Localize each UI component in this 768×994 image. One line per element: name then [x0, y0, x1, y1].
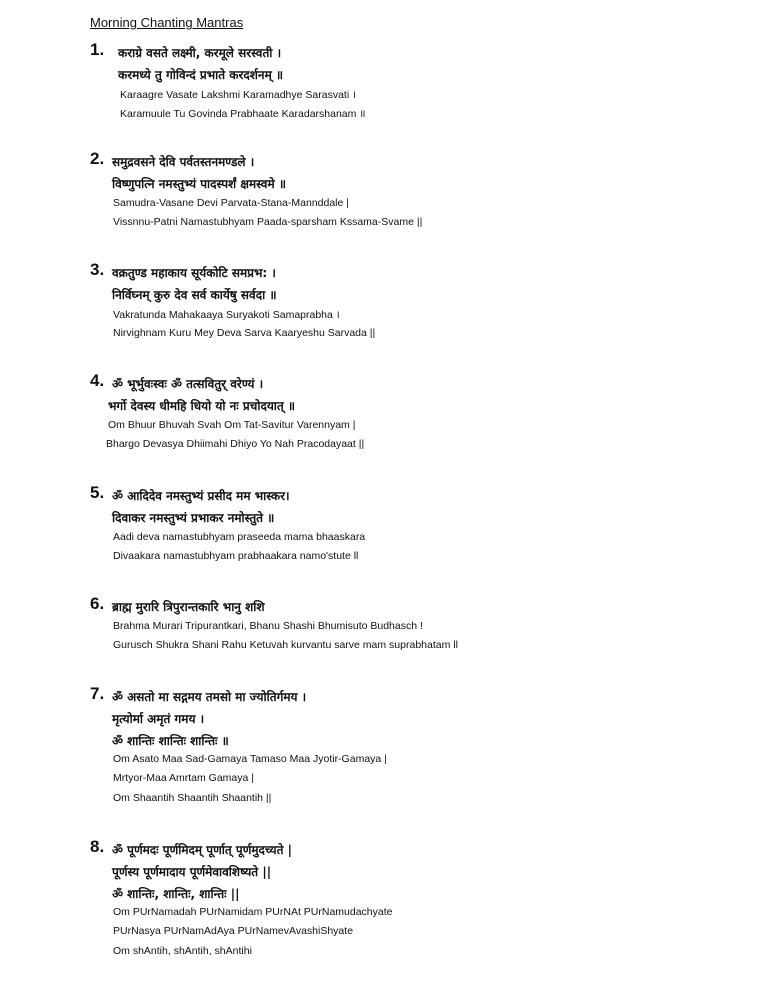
- sanskrit-line: ब्राह्म मुरारि त्रिपुरान्तकारि भानु शशि: [112, 600, 265, 614]
- transliteration-line: Vissnnu-Patni Namastubhyam Paada-sparsham Kssama-Svame ||: [113, 216, 423, 228]
- transliteration-line: Nirvighnam Kuru Mey Deva Sarva Kaaryeshu Sarvada ||: [113, 327, 376, 339]
- transliteration-line: PUrNasya PUrNamAdAya PUrNamevAvashiShyate: [113, 925, 354, 937]
- mantra-number: 8.: [90, 837, 105, 856]
- sanskrit-line: ॐ भूर्भुवःस्वः ॐ तत्सवितुर् वरेण्यं ।: [112, 377, 264, 391]
- sanskrit-line: पूर्णस्य पूर्णमादाय पूर्णमेवावशिष्यते ||: [112, 865, 272, 879]
- page-title: Morning Chanting Mantras: [90, 15, 244, 30]
- transliteration-line: Om Bhuur Bhuvah Svah Om Tat-Savitur Varennyam |: [108, 419, 356, 431]
- transliteration-line: Bhargo Devasya Dhiimahi Dhiyo Yo Nah Pracodayaat ||: [106, 438, 365, 450]
- mantra-number: 3.: [90, 260, 105, 279]
- mantra-number: 6.: [90, 594, 105, 613]
- transliteration-line: Aadi deva namastubhyam praseeda mama bhaaskara: [113, 531, 366, 543]
- transliteration-line: Mrtyor-Maa Amrtam Gamaya |: [113, 772, 255, 784]
- sanskrit-line: निर्विघ्नम् कुरु देव सर्व कार्येषु सर्वदा ॥: [112, 288, 277, 302]
- sanskrit-line: ॐ असतो मा सद्गमय तमसो मा ज्योतिर्गमय ।: [112, 690, 307, 704]
- transliteration-line: Karaagre Vasate Lakshmi Karamadhye Sarasvati ।: [120, 89, 357, 101]
- sanskrit-line: विष्णुपत्नि नमस्तुभ्यं पादस्पर्शं क्षमस्वमे ॥: [112, 177, 287, 191]
- transliteration-line: Gurusch Shukra Shani Rahu Ketuvah kurvantu sarve mam suprabhatam ll: [113, 639, 458, 651]
- transliteration-line: Brahma Murari Tripurantkari, Bhanu Shashi Bhumisuto Budhasch !: [113, 620, 423, 632]
- sanskrit-line: दिवाकर नमस्तुभ्यं प्रभाकर नमोस्तुते ॥: [112, 511, 275, 525]
- mantra-number: 2.: [90, 149, 105, 168]
- mantra-number: 4.: [90, 371, 105, 390]
- sanskrit-line: समुद्रवसने देवि पर्वतस्तनमण्डले ।: [112, 155, 255, 169]
- sanskrit-line: मृत्योर्मा अमृतं गमय ।: [112, 712, 205, 726]
- transliteration-line: Om Shaantih Shaantih Shaantih ||: [113, 792, 272, 804]
- sanskrit-line: वक्रतुण्ड महाकाय सूर्यकोटि समप्रभ: ।: [112, 266, 276, 280]
- sanskrit-line: कराग्रे वसते लक्ष्मी, करमूले सरस्वती ।: [118, 46, 282, 60]
- transliteration-line: Vakratunda Mahakaaya Suryakoti Samaprabha ।: [113, 309, 340, 321]
- transliteration-line: Om Asato Maa Sad-Gamaya Tamaso Maa Jyotir-Gamaya |: [113, 753, 387, 765]
- transliteration-line: Om PUrNamadah PUrNamidam PUrNAt PUrNamudachyate: [113, 906, 393, 918]
- transliteration-line: Om shAntih, shAntih, shAntihi: [113, 945, 252, 957]
- sanskrit-line: ॐ शान्तिः शान्तिः शान्तिः ॥: [112, 734, 229, 748]
- transliteration-line: Divaakara namastubhyam prabhaakara namo'stute ll: [113, 550, 359, 562]
- sanskrit-line: ॐ शान्तिः, शान्तिः, शान्तिः ||: [112, 887, 240, 901]
- mantra-number: 1.: [90, 40, 105, 59]
- sanskrit-line: भर्गो देवस्य धीमहि धियो यो नः प्रचोदयात् ॥: [108, 399, 296, 413]
- sanskrit-line: करमध्ये तु गोविन्दं प्रभाते करदर्शनम् ॥: [118, 68, 284, 82]
- transliteration-line: Karamuule Tu Govinda Prabhaate Karadarshanam ॥: [120, 108, 366, 120]
- transliteration-line: Samudra-Vasane Devi Parvata-Stana-Mannddale |: [113, 197, 349, 209]
- sanskrit-line: ॐ आदिदेव नमस्तुभ्यं प्रसीद मम भास्कर।: [112, 489, 290, 503]
- mantra-number: 7.: [90, 684, 105, 703]
- sanskrit-line: ॐ पूर्णमदः पूर्णमिदम् पूर्णात् पूर्णमुदच्यते |: [112, 843, 293, 857]
- mantra-number: 5.: [90, 483, 105, 502]
